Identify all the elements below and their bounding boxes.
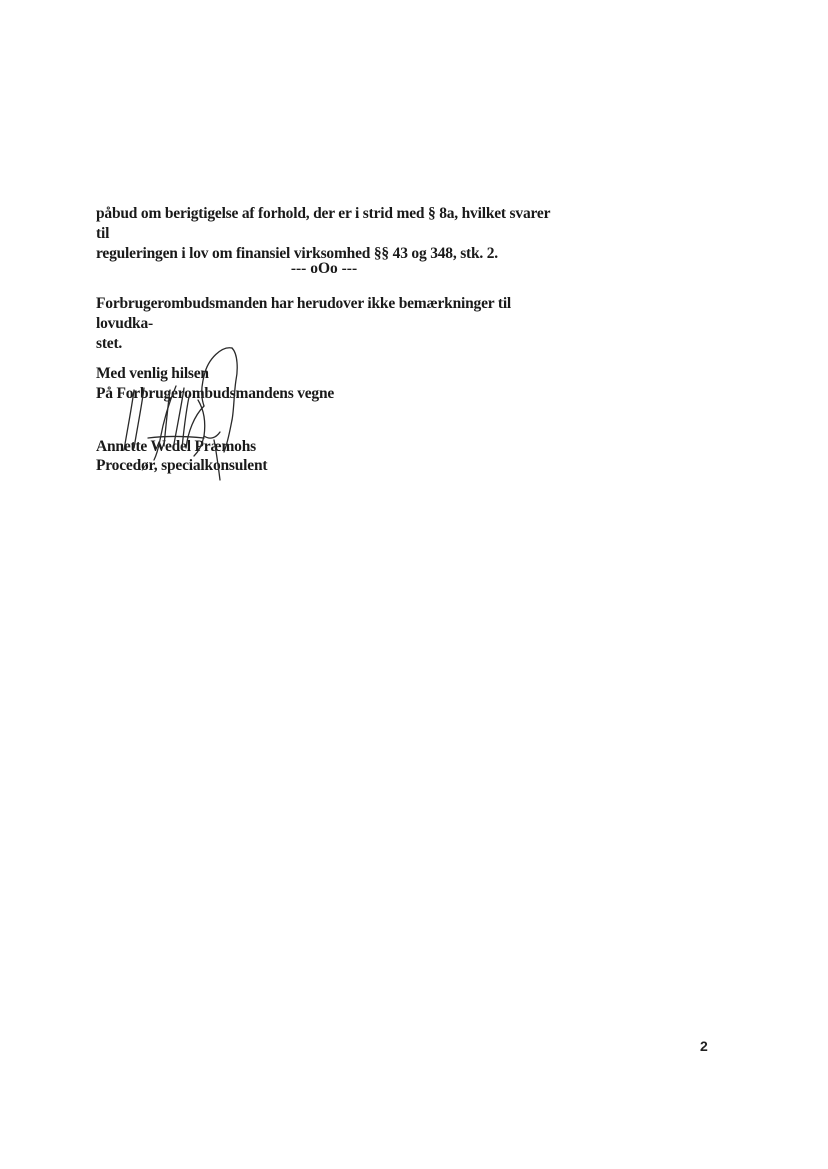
closing-on-behalf: På Forbrugerombudsmandens vegne xyxy=(96,385,335,402)
page-number: 2 xyxy=(700,1038,708,1054)
signatory-name: Annette Wedel Præmohs xyxy=(96,438,256,455)
section-separator: --- oOo --- xyxy=(290,260,358,277)
body-paragraph-1 xyxy=(96,204,566,264)
paragraph-1-line-2: reguleringen i lov om finansiel virksomhed §§ 43 og 348, stk. 2. xyxy=(96,245,498,262)
paragraph-2-line-2: stet. xyxy=(96,335,123,352)
paragraph-1-line-1: påbud om berigtigelse af forhold, der er i strid med § 8a, hvilket svarer til xyxy=(96,205,550,242)
signatory-title: Procedør, specialkonsulent xyxy=(96,457,268,474)
paragraph-2-line-1: Forbrugerombudsmanden har herudover ikke bemærkninger til lovudka- xyxy=(96,295,512,332)
body-paragraph-2 xyxy=(96,294,566,354)
closing-greeting: Med venlig hilsen xyxy=(96,365,209,382)
